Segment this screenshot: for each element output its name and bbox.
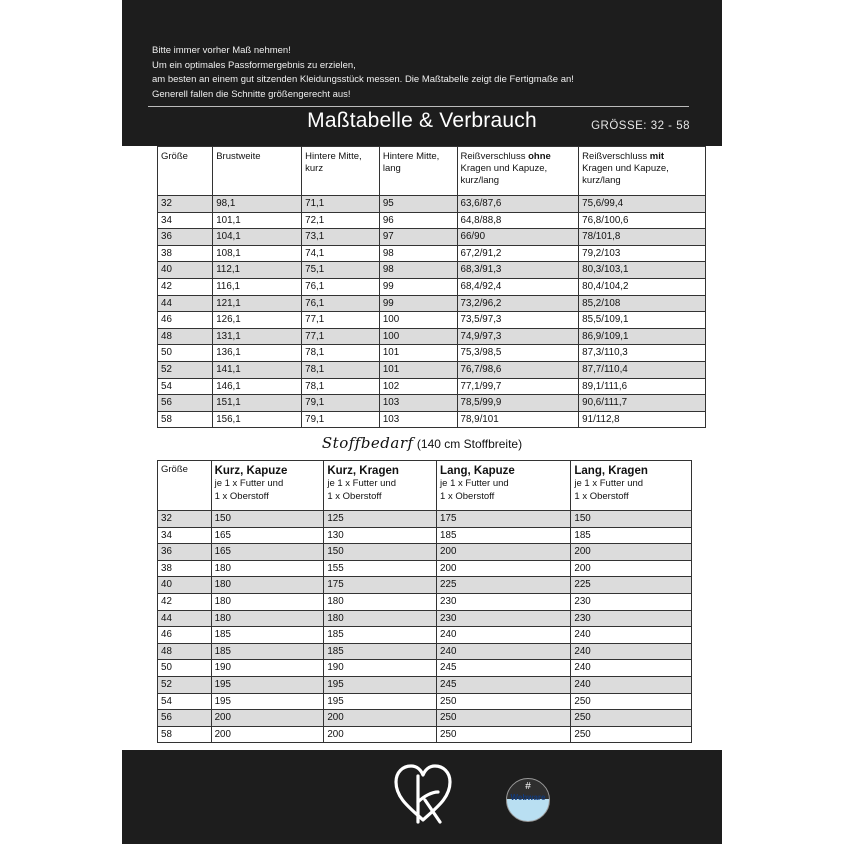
table-cell: 130 [324, 527, 437, 544]
intro-line: Um ein optimales Passformergebnis zu erzielen, [152, 59, 356, 71]
measure-row [158, 361, 706, 378]
table-cell: 240 [437, 643, 571, 660]
table-cell: 42 [158, 278, 213, 295]
table-cell: 180 [211, 593, 324, 610]
table-cell: 46 [158, 627, 212, 644]
table-cell: 165 [211, 544, 324, 561]
table-cell: 230 [437, 593, 571, 610]
table-cell: 101,1 [213, 212, 302, 229]
header-back-long: Hintere Mitte, lang [379, 147, 457, 196]
table-cell: 245 [437, 676, 571, 693]
table-cell: 180 [211, 577, 324, 594]
table-cell: 87,7/110,4 [579, 361, 706, 378]
table-cell: 125 [324, 511, 437, 528]
table-cell: 89,1/111,6 [579, 378, 706, 395]
table-cell: 75,1 [302, 262, 380, 279]
measure-row [158, 395, 706, 412]
table-cell: 38 [158, 245, 213, 262]
table-cell: 185 [324, 627, 437, 644]
table-cell: 78/101,8 [579, 229, 706, 246]
intro-text [152, 44, 574, 102]
table-cell: 185 [211, 627, 324, 644]
table-cell: 48 [158, 328, 213, 345]
table-cell: 121,1 [213, 295, 302, 312]
table-cell: 185 [211, 643, 324, 660]
table-cell: 108,1 [213, 245, 302, 262]
table-cell: 78,5/99,9 [457, 395, 579, 412]
fabric-row [158, 577, 692, 594]
table-cell: 90,6/111,7 [579, 395, 706, 412]
table-cell: 85,2/108 [579, 295, 706, 312]
table-cell: 250 [437, 710, 571, 727]
table-cell: 80,4/104,2 [579, 278, 706, 295]
fabric-table-header [158, 461, 692, 511]
table-cell: 80,3/103,1 [579, 262, 706, 279]
hash-icon: # [525, 781, 531, 792]
intro-line: Bitte immer vorher Maß nehmen! [152, 45, 291, 56]
table-cell: 77,1/99,7 [457, 378, 579, 395]
table-cell: 151,1 [213, 395, 302, 412]
table-cell: 190 [211, 660, 324, 677]
table-cell: 230 [571, 610, 692, 627]
fabric-header-long-hood: Lang, Kapuze je 1 x Futter und 1 x Oberstoff [437, 461, 571, 511]
table-cell: 180 [324, 593, 437, 610]
table-cell: 99 [379, 278, 457, 295]
table-cell: 240 [571, 643, 692, 660]
fabric-header-size: Größe [158, 461, 212, 511]
table-cell: 76,1 [302, 295, 380, 312]
fabric-row [158, 660, 692, 677]
measure-row [158, 262, 706, 279]
table-cell: 50 [158, 345, 213, 362]
table-cell: 150 [211, 511, 324, 528]
table-cell: 131,1 [213, 328, 302, 345]
table-cell: 99 [379, 295, 457, 312]
fabric-row [158, 643, 692, 660]
table-cell: 200 [324, 726, 437, 743]
table-cell: 97 [379, 229, 457, 246]
measure-row [158, 328, 706, 345]
table-cell: 56 [158, 710, 212, 727]
table-cell: 38 [158, 560, 212, 577]
table-cell: 240 [571, 676, 692, 693]
table-cell: 36 [158, 229, 213, 246]
table-cell: 66/90 [457, 229, 579, 246]
table-cell: 64,8/88,8 [457, 212, 579, 229]
table-cell: 63,6/87,6 [457, 196, 579, 213]
measure-row [158, 378, 706, 395]
table-cell: 155 [324, 560, 437, 577]
measure-row [158, 196, 706, 213]
table-cell: 250 [437, 693, 571, 710]
table-cell: 98,1 [213, 196, 302, 213]
table-cell: 42 [158, 593, 212, 610]
table-cell: 195 [211, 676, 324, 693]
fabric-row [158, 726, 692, 743]
table-cell: 250 [571, 710, 692, 727]
table-cell: 67,2/91,2 [457, 245, 579, 262]
table-cell: 72,1 [302, 212, 380, 229]
measure-row [158, 295, 706, 312]
table-cell: 76,7/98,6 [457, 361, 579, 378]
fabric-table [157, 460, 692, 743]
table-cell: 58 [158, 411, 213, 428]
webware-label: Webware [510, 793, 546, 802]
table-cell: 245 [437, 660, 571, 677]
table-cell: 250 [437, 726, 571, 743]
table-cell: 185 [437, 527, 571, 544]
table-cell: 48 [158, 643, 212, 660]
table-cell: 98 [379, 245, 457, 262]
table-cell: 180 [211, 560, 324, 577]
table-cell: 76,1 [302, 278, 380, 295]
table-cell: 200 [211, 726, 324, 743]
table-cell: 146,1 [213, 378, 302, 395]
table-cell: 86,9/109,1 [579, 328, 706, 345]
header-zip-without: Reißverschluss ohne Kragen und Kapuze, kurz/lang [457, 147, 579, 196]
heart-k-logo-icon [392, 762, 454, 826]
table-cell: 180 [324, 610, 437, 627]
table-cell: 36 [158, 544, 212, 561]
table-cell: 101 [379, 345, 457, 362]
header-back-short: Hintere Mitte, kurz [302, 147, 380, 196]
table-cell: 52 [158, 361, 213, 378]
table-cell: 40 [158, 262, 213, 279]
fabric-row [158, 627, 692, 644]
table-cell: 73,5/97,3 [457, 312, 579, 329]
table-cell: 141,1 [213, 361, 302, 378]
table-cell: 200 [571, 560, 692, 577]
table-cell: 87,3/110,3 [579, 345, 706, 362]
table-cell: 98 [379, 262, 457, 279]
table-cell: 95 [379, 196, 457, 213]
table-cell: 79,1 [302, 411, 380, 428]
header [122, 0, 722, 146]
table-cell: 165 [211, 527, 324, 544]
table-cell: 71,1 [302, 196, 380, 213]
table-cell: 150 [324, 544, 437, 561]
table-cell: 102 [379, 378, 457, 395]
intro-line: Generell fallen die Schnitte größengerecht aus! [152, 88, 351, 100]
table-cell: 126,1 [213, 312, 302, 329]
table-cell: 54 [158, 693, 212, 710]
fabric-header-short-hood: Kurz, Kapuze je 1 x Futter und 1 x Oberstoff [211, 461, 324, 511]
table-cell: 40 [158, 577, 212, 594]
footer [122, 750, 722, 844]
table-cell: 75,3/98,5 [457, 345, 579, 362]
measure-row [158, 245, 706, 262]
table-cell: 78,1 [302, 361, 380, 378]
table-cell: 44 [158, 295, 213, 312]
table-cell: 103 [379, 411, 457, 428]
table-cell: 75,6/99,4 [579, 196, 706, 213]
fabric-row [158, 593, 692, 610]
table-cell: 200 [571, 544, 692, 561]
table-cell: 175 [324, 577, 437, 594]
fabric-title-script: Stoffbedarf [321, 434, 414, 452]
table-cell: 79,1 [302, 395, 380, 412]
table-cell: 150 [571, 511, 692, 528]
fabric-row [158, 710, 692, 727]
header-size: Größe [158, 147, 213, 196]
fabric-row [158, 560, 692, 577]
table-cell: 77,1 [302, 328, 380, 345]
table-cell: 101 [379, 361, 457, 378]
table-cell: 74,9/97,3 [457, 328, 579, 345]
fabric-row [158, 544, 692, 561]
table-cell: 34 [158, 527, 212, 544]
table-cell: 85,5/109,1 [579, 312, 706, 329]
table-cell: 185 [324, 643, 437, 660]
table-cell: 230 [437, 610, 571, 627]
size-range: GRÖSSE: 32 - 58 [591, 120, 690, 132]
table-cell: 200 [211, 710, 324, 727]
measure-row [158, 345, 706, 362]
table-cell: 56 [158, 395, 213, 412]
table-cell: 195 [324, 693, 437, 710]
measure-table [157, 146, 706, 428]
table-cell: 225 [571, 577, 692, 594]
table-cell: 44 [158, 610, 212, 627]
table-cell: 77,1 [302, 312, 380, 329]
table-cell: 58 [158, 726, 212, 743]
measure-row [158, 411, 706, 428]
table-cell: 190 [324, 660, 437, 677]
table-cell: 200 [437, 560, 571, 577]
table-cell: 32 [158, 196, 213, 213]
table-cell: 156,1 [213, 411, 302, 428]
fabric-header-long-collar: Lang, Kragen je 1 x Futter und 1 x Oberstoff [571, 461, 692, 511]
fabric-row [158, 693, 692, 710]
table-cell: 230 [571, 593, 692, 610]
table-cell: 79,2/103 [579, 245, 706, 262]
fabric-row [158, 610, 692, 627]
table-cell: 78,1 [302, 345, 380, 362]
table-cell: 104,1 [213, 229, 302, 246]
table-cell: 76,8/100,6 [579, 212, 706, 229]
table-cell: 68,3/91,3 [457, 262, 579, 279]
table-cell: 50 [158, 660, 212, 677]
table-cell: 112,1 [213, 262, 302, 279]
fabric-row [158, 511, 692, 528]
measure-row [158, 278, 706, 295]
table-cell: 32 [158, 511, 212, 528]
table-cell: 73,2/96,2 [457, 295, 579, 312]
table-cell: 100 [379, 312, 457, 329]
table-cell: 74,1 [302, 245, 380, 262]
table-cell: 250 [571, 693, 692, 710]
table-cell: 91/112,8 [579, 411, 706, 428]
content-area [122, 146, 722, 750]
table-cell: 175 [437, 511, 571, 528]
header-chest: Brustweite [213, 147, 302, 196]
table-cell: 46 [158, 312, 213, 329]
page-title: Maßtabelle & Verbrauch [307, 109, 537, 132]
table-cell: 78,1 [302, 378, 380, 395]
table-cell: 78,9/101 [457, 411, 579, 428]
measure-row [158, 229, 706, 246]
table-cell: 96 [379, 212, 457, 229]
table-cell: 34 [158, 212, 213, 229]
table-cell: 200 [324, 710, 437, 727]
fabric-header-short-collar: Kurz, Kragen je 1 x Futter und 1 x Oberstoff [324, 461, 437, 511]
webware-badge [506, 778, 550, 822]
table-cell: 240 [571, 660, 692, 677]
table-cell: 180 [211, 610, 324, 627]
table-cell: 116,1 [213, 278, 302, 295]
measure-table-header [158, 147, 706, 196]
table-cell: 225 [437, 577, 571, 594]
table-cell: 103 [379, 395, 457, 412]
table-cell: 100 [379, 328, 457, 345]
table-cell: 250 [571, 726, 692, 743]
fabric-title-rest: (140 cm Stoffbreite) [416, 437, 523, 451]
table-cell: 195 [324, 676, 437, 693]
table-cell: 52 [158, 676, 212, 693]
table-cell: 200 [437, 544, 571, 561]
fabric-row [158, 527, 692, 544]
header-zip-with: Reißverschluss mit Kragen und Kapuze, kurz/lang [579, 147, 706, 196]
table-cell: 73,1 [302, 229, 380, 246]
table-cell: 68,4/92,4 [457, 278, 579, 295]
intro-line: am besten an einem gut sitzenden Kleidungsstück messen. Die Maßtabelle zeigt die Fertigmaße an! [152, 74, 574, 86]
table-cell: 136,1 [213, 345, 302, 362]
table-cell: 54 [158, 378, 213, 395]
fabric-row [158, 676, 692, 693]
table-cell: 195 [211, 693, 324, 710]
fabric-title [122, 434, 722, 452]
table-cell: 240 [437, 627, 571, 644]
table-cell: 240 [571, 627, 692, 644]
divider [148, 106, 689, 107]
measure-row [158, 212, 706, 229]
table-cell: 185 [571, 527, 692, 544]
measure-row [158, 312, 706, 329]
